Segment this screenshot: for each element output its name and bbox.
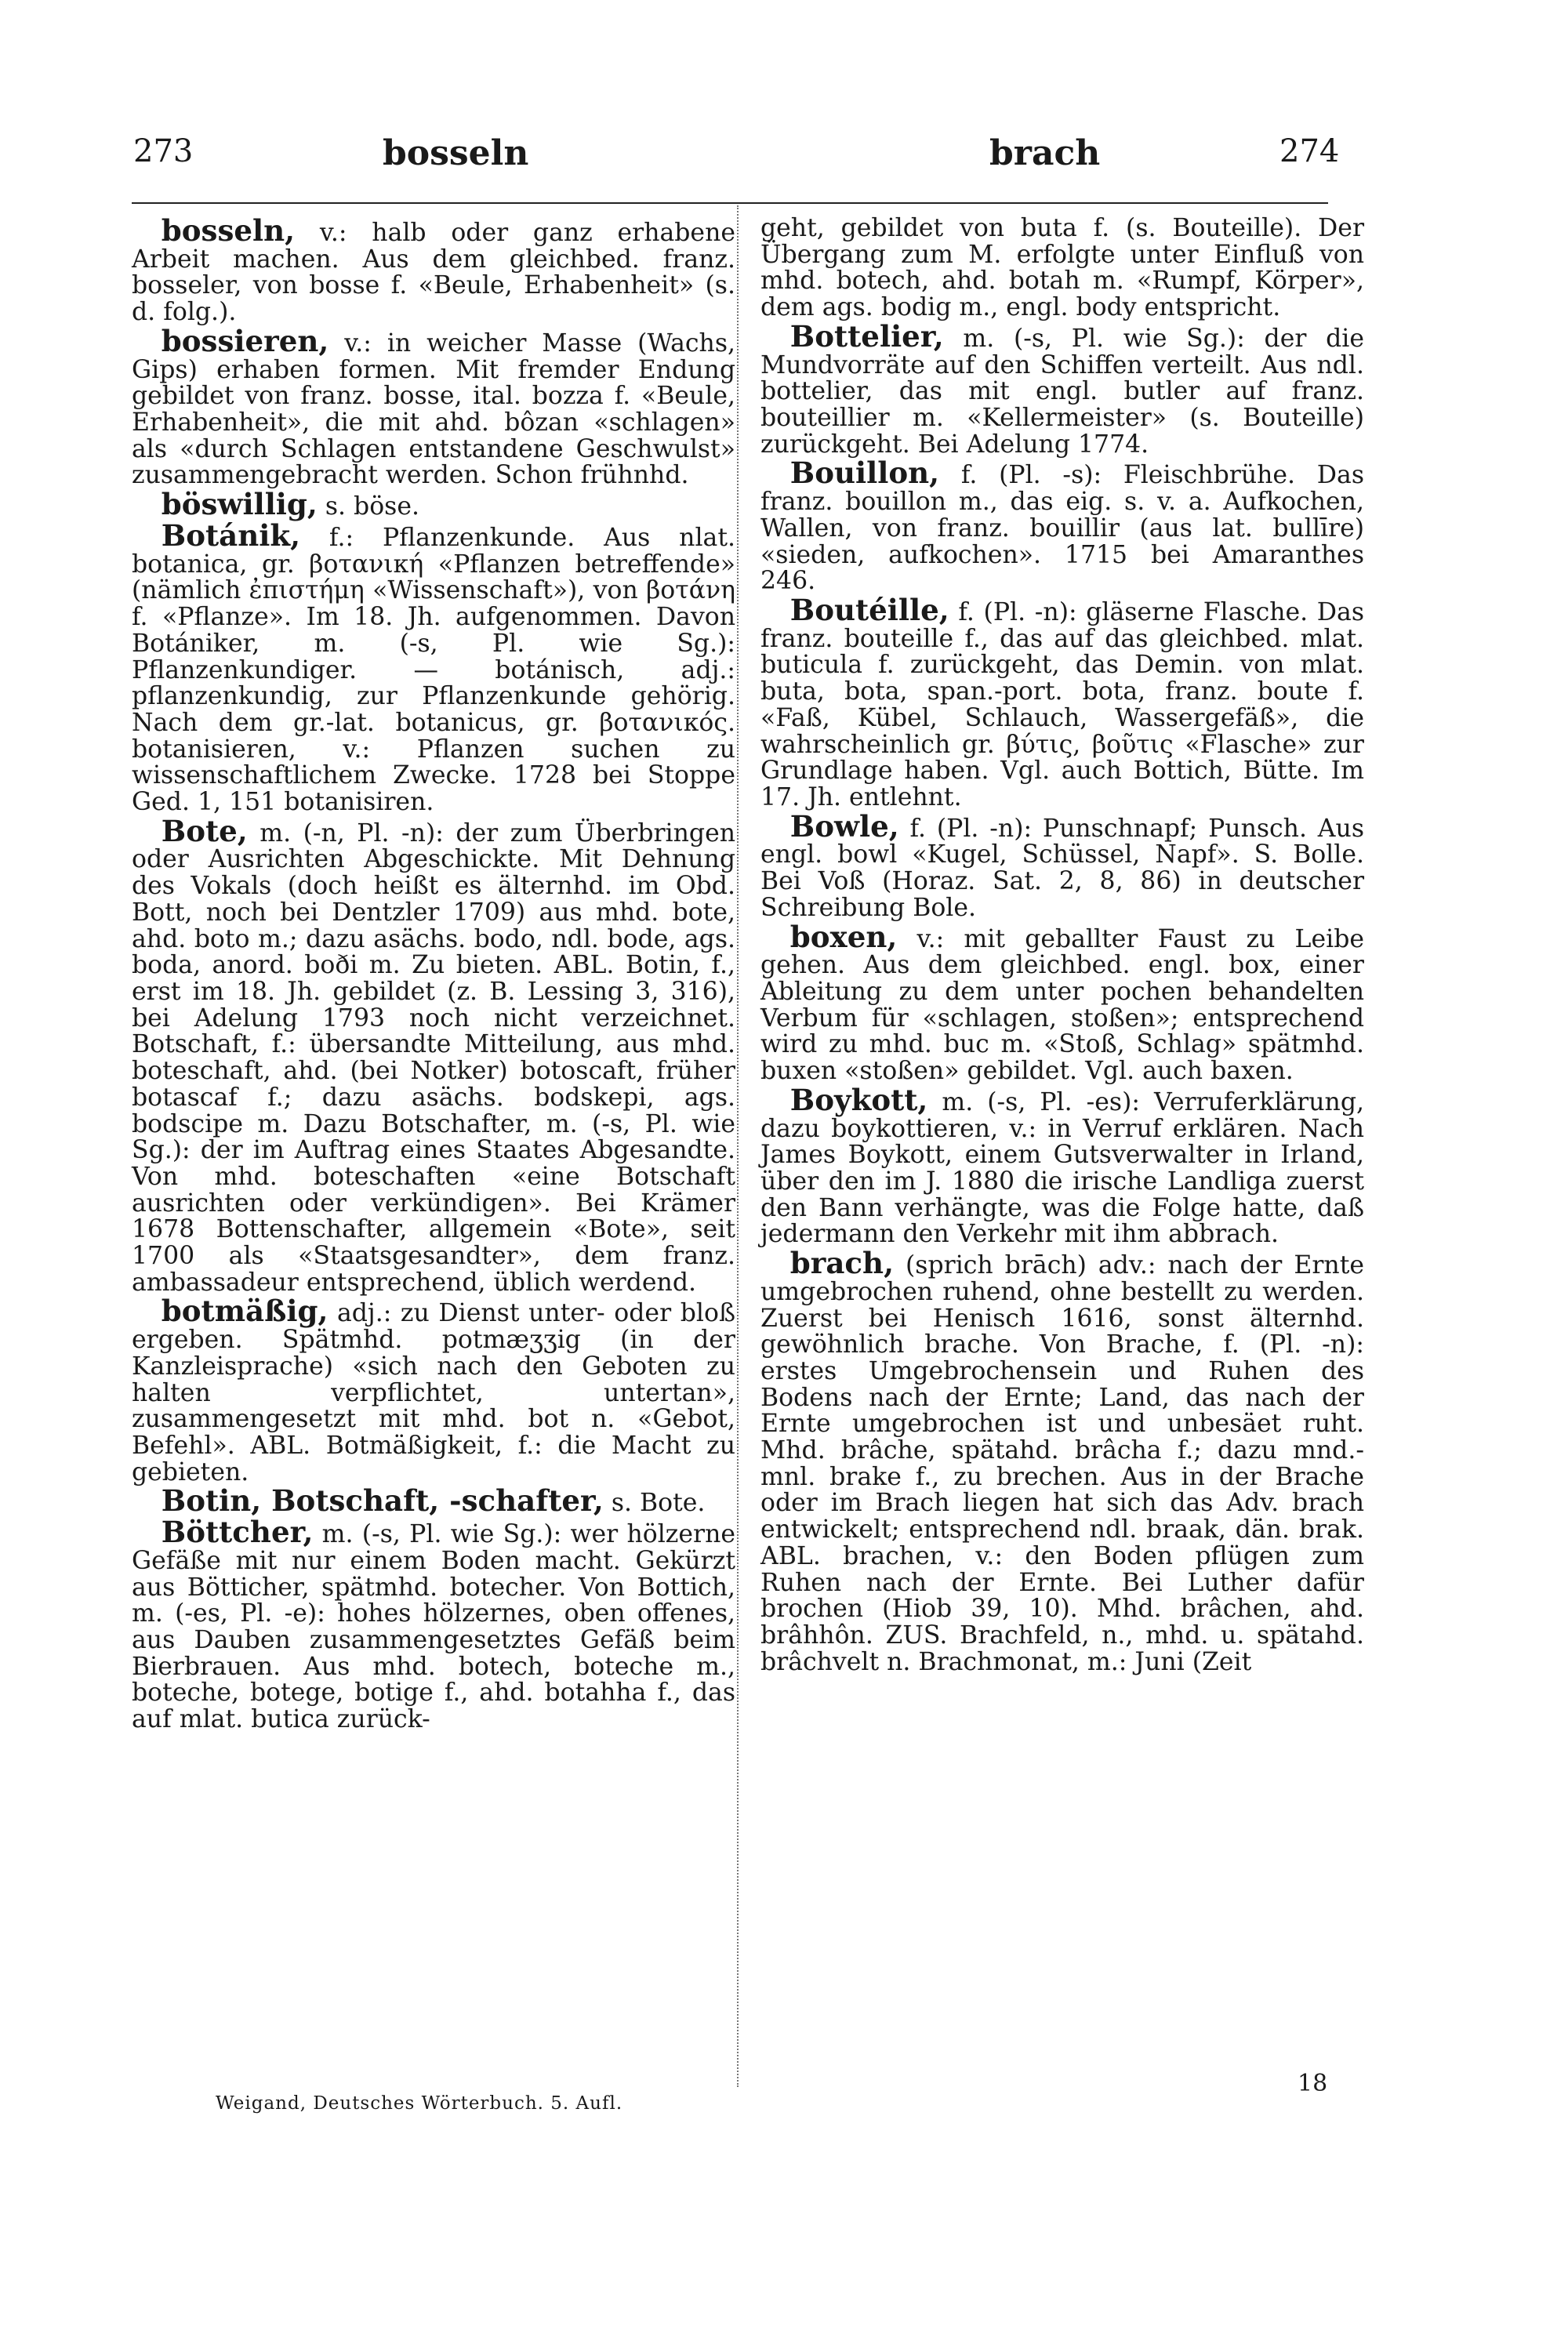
dictionary-entry-continuation: geht, gebildet von buta f. (s. Bouteille). Der Übergang zum M. erfolgte unter Einfluß von mhd. botech, ahd. botah m. «Rumpf, Körper», dem ags. bodig m., engl. body entspricht.: [760, 214, 1364, 322]
dictionary-entry: bossieren, v.: in weicher Masse (Wachs, Gips) erhaben formen. Mit fremder Endung gebildet von franz. bosse, ital. bozza f. «Beule, Erhabenheit», die mit ahd. bôzan «schlagen» als «durch Schlagen entstandene Geschwulst» zusammengebracht werden. Schon frühnhd.: [132, 323, 735, 490]
header-left-headword: bosseln: [383, 133, 529, 173]
dictionary-entry: Botánik, f.: Pflanzenkunde. Aus nlat. botanica, gr. βοτανική «Pflanzen betreffende» (nämlich ἐπιστήμη «Wissenschaft»), von βοτάνη f. «Pflanze». Im 18. Jh. aufgenommen. Davon Botániker, m. (-s, Pl. wie Sg.): Pflanzenkundiger. — botánisch, adj.: pflanzenkundig, zur Pflanzenkunde gehörig. Nach dem gr.-lat. botanicus, gr. βοτανικός. botanisieren, v.: Pflanzen suchen zu wissenschaftlichem Zwecke. 1728 bei Stoppe Ged. 1, 151 botanisiren.: [132, 517, 735, 817]
header-right-headword: brach: [989, 133, 1101, 173]
dictionary-entry: Bowle, f. (Pl. -n): Punschnapf; Punsch. Aus engl. bowl «Kugel, Schüssel, Napf». S. Bolle. Bei Voß (Horaz. Sat. 2, 8, 86) in deutscher Schreibung Bole.: [760, 808, 1364, 922]
dictionary-entry: Boutéille, f. (Pl. -n): gläserne Flasche. Das franz. bouteille f., das auf das gleichbed. mlat. buticula f. zurückgeht, das Demin. von mlat. buta, bota, span.-port. bota, franz. boute f. «Faß, Kübel, Schlauch, Wassergefäß», die wahrscheinlich gr. βύτις, βοῦτις «Flasche» zur Grundlage haben. Vgl. auch Bottich, Bütte. Im 17. Jh. entlehnt.: [760, 592, 1364, 811]
header-rule: [132, 202, 1328, 204]
dictionary-entry: Boykott, m. (-s, Pl. -es): Verruferklärung, dazu boykottieren, v.: in Verruf erklären. Nach James Boykott, einem Gutsverwalter in Irland, über den im J. 1880 die irische Landliga zuerst den Bann verhängte, was die Folge hatte, daß jedermann den Verkehr mit ihm abbrach.: [760, 1082, 1364, 1249]
dictionary-entry: botmäßig, adj.: zu Dienst unter- oder bloß ergeben. Spätmhd. potmæʒʒig (in der Kanzleisprache) «sich nach den Geboten zu halten verpflichtet, untertan», zusammengesetzt mit mhd. bot n. «Gebot, Befehl». ABL. Botmäßigkeit, f.: die Macht zu gebieten.: [132, 1294, 735, 1486]
dictionary-entry: Bouillon, f. (Pl. -s): Fleischbrühe. Das franz. bouillon m., das eig. s. v. a. Aufkochen, Wallen, von franz. bouillir (aus lat. bullīre) «sieden, aufkochen». 1715 bei Amaranthes 246.: [760, 456, 1365, 596]
dictionary-entry: boxen, v.: mit geballter Faust zu Leibe gehen. Aus dem gleichbed. engl. box, einer Ableitung zu dem unter pochen behandelten Verbum für «schlagen, stoßen»; entsprechend wird zu mhd. buc m. «Stoß, Schlag» spätmhd. buxen «stoßen» gebildet. Vgl. auch baxen.: [760, 919, 1364, 1086]
dictionary-entry: Böttcher, m. (-s, Pl. wie Sg.): wer hölzerne Gefäße mit nur einem Boden macht. Gekürzt aus Bötticher, spätmhd. botecher. Von Bottich, m. (-es, Pl. -e): hohes hölzernes, oben offenes, aus Dauben zusammengesetztes Gefäß beim Bierbrauen. Aus mhd. botech, boteche m., boteche, botege, botige f., ahd. botahha f., das auf mlat. butica zurück-: [132, 1515, 736, 1734]
dictionary-entry: Bottelier, m. (-s, Pl. wie Sg.): der die Mundvorräte auf den Schiffen verteilt. Aus ndl. bottelier, das mit engl. butler auf franz. bouteillier m. «Kellermeister» (s. Bouteille) zurückgeht. Bei Adelung 1774.: [760, 318, 1364, 459]
right-column: [760, 216, 1364, 1675]
header-left-page-number: 273: [133, 133, 194, 169]
signature-mark: 18: [1298, 2070, 1328, 2097]
column-divider: [737, 205, 739, 2087]
dictionary-entry: Botin, Botschaft, -schafter, s. Bote.: [161, 1483, 706, 1519]
dictionary-entry: bosseln, v.: halb oder ganz erhabene Arbeit machen. Aus dem gleichbed. franz. bosseler, von bosse f. «Beule, Erhabenheit» (s. d. folg.).: [132, 213, 735, 327]
footer-imprint: Weigand, Deutsches Wörterbuch. 5. Aufl.: [216, 2093, 623, 2114]
dictionary-entry: Bote, m. (-n, Pl. -n): der zum Überbringen oder Ausrichten Abgeschickte. Mit Dehnung des Vokals (doch heißt es älternhd. im Obd. Bott, noch bei Dentzler 1709) aus mhd. bote, ahd. boto m.; dazu asächs. bodo, ndl. bode, ags. boda, anord. boði m. Zu bieten. ABL. Botin, f., erst im 18. Jh. gebildet (z. B. Lessing 3, 316), bei Adelung 1793 noch nicht verzeichnet. Botschaft, f.: übersandte Mitteilung, aus mhd. boteschaft, ahd. (bei Notker) botoscaft, früher botascaf f.; dazu asächs. bodskepi, ags. bodscipe m. Dazu Botschafter, m. (-s, Pl. wie Sg.): der im Auftrag eines Staates Abgesandte. Von mhd. boteschaften «eine Botschaft ausrichten oder verkündigen». Bei Krämer 1678 Bottenschafter, allgemein «Bote», seit 1700 als «Staatsgesandter», dem franz. ambassadeur entsprechend, üblich werdend.: [132, 813, 736, 1297]
dictionary-entry: böswillig, s. böse.: [161, 487, 419, 522]
dictionary-entry: brach, (sprich brāch) adv.: nach der Ernte umgebrochen ruhend, ohne bestellt zu werden. Zuerst bei Henisch 1616, sonst älternhd. gewöhnlich brache. Von Brache, f. (Pl. -n): erstes Umgebrochensein und Ruhen des Bodens nach der Ernte; Land, das nach der Ernte umgebrochen ist und unbesäet ruht. Mhd. brâche, spätahd. brâcha f.; dazu mnd.-mnl. brake f., zu brechen. Aus in der Brache oder im Brach liegen hat sich das Adv. brach entwickelt; entsprechend ndl. braak, dän. brak. ABL. brachen, v.: den Boden pflügen zum Ruhen nach der Ernte. Bei Luther dafür brochen (Hiob 39, 10). Mhd. brâchen, ahd. brâhhôn. ZUS. Brachfeld, n., mhd. u. spätahd. brâchvelt n. Brachmonat, m.: Juni (Zeit: [760, 1246, 1364, 1676]
left-column: [132, 213, 736, 1734]
header-right-page-number: 274: [1279, 133, 1340, 169]
